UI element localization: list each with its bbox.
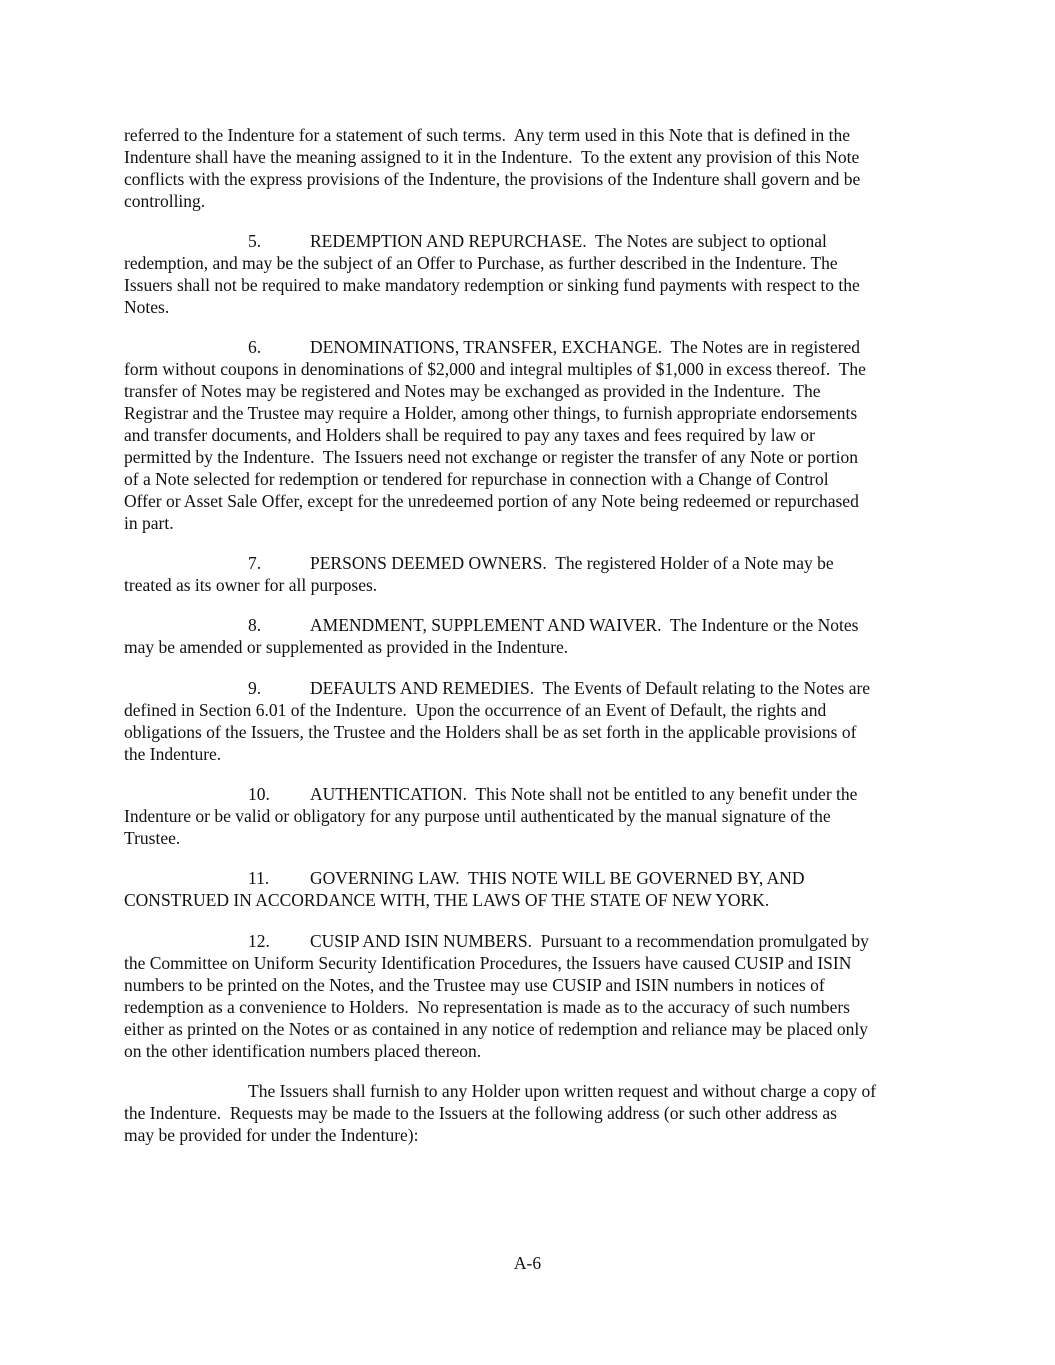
- text-line: may be provided for under the Indenture):: [124, 1125, 419, 1145]
- text-line: DENOMINATIONS, TRANSFER, EXCHANGE. The Notes are in registered: [310, 337, 861, 357]
- page-number: A-6: [513, 1253, 542, 1273]
- text-line: Trustee.: [124, 828, 181, 848]
- section-6-denominations: [124, 336, 934, 534]
- section-9-defaults: [124, 677, 934, 765]
- text-line: Registrar and the Trustee may require a Holder, among other things, to furnish appropriate endorsements: [124, 403, 858, 423]
- section-7-persons-deemed-owners: [124, 552, 934, 596]
- section-11-governing-law: [124, 867, 934, 911]
- text-line: PERSONS DEEMED OWNERS. The registered Holder of a Note may be: [310, 553, 834, 573]
- text-line: DEFAULTS AND REMEDIES. The Events of Default relating to the Notes are: [310, 678, 871, 698]
- text-line: the Indenture.: [124, 744, 222, 764]
- paragraph-indenture-request: [124, 1080, 934, 1146]
- text-line: either as printed on the Notes or as contained in any notice of redemption and reliance may be placed only: [124, 1019, 868, 1039]
- section-12-cusip-isin: [124, 930, 934, 1062]
- paragraph-continuation: [124, 124, 934, 212]
- text-line: may be amended or supplemented as provided in the Indenture.: [124, 637, 569, 657]
- text-line: conflicts with the express provisions of the Indenture, the provisions of the Indenture shall govern and be: [124, 169, 861, 189]
- text-line: The Issuers shall furnish to any Holder upon written request and without charge a copy of: [248, 1081, 877, 1101]
- text-line: Offer or Asset Sale Offer, except for the unredeemed portion of any Note being redeemed or repurchased: [124, 491, 859, 511]
- section-number: 7.: [248, 553, 262, 573]
- text-line: controlling.: [124, 191, 206, 211]
- section-5-redemption: [124, 230, 934, 318]
- text-line: permitted by the Indenture. The Issuers need not exchange or register the transfer of any Note or portion: [124, 447, 858, 467]
- text-line: Notes.: [124, 297, 170, 317]
- text-line: the Committee on Uniform Security Identification Procedures, the Issuers have caused CUSIP and ISIN: [124, 953, 852, 973]
- section-number: 8.: [248, 615, 262, 635]
- text-line: REDEMPTION AND REPURCHASE. The Notes are subject to optional: [310, 231, 827, 251]
- section-8-amendment: [124, 614, 934, 658]
- text-line: Indenture or be valid or obligatory for any purpose until authenticated by the manual signature of the: [124, 806, 831, 826]
- text-line: the Indenture. Requests may be made to the Issuers at the following address (or such other address as: [124, 1103, 837, 1123]
- text-line: redemption, and may be the subject of an Offer to Purchase, as further described in the Indenture. The: [124, 253, 838, 273]
- section-number: 5.: [248, 231, 262, 251]
- section-number: 11.: [248, 868, 270, 888]
- text-line: CUSIP AND ISIN NUMBERS. Pursuant to a recommendation promulgated by: [310, 931, 869, 951]
- text-line: CONSTRUED IN ACCORDANCE WITH, THE LAWS OF THE STATE OF NEW YORK.: [124, 890, 770, 910]
- text-line: form without coupons in denominations of $2,000 and integral multiples of $1,000 in excess thereof. The: [124, 359, 866, 379]
- text-line: obligations of the Issuers, the Trustee and the Holders shall be as set forth in the applicable provisions of: [124, 722, 857, 742]
- text-line: on the other identification numbers placed thereon.: [124, 1041, 482, 1061]
- text-line: treated as its owner for all purposes.: [124, 575, 378, 595]
- text-line: AUTHENTICATION. This Note shall not be entitled to any benefit under the: [310, 784, 858, 804]
- section-10-authentication: [124, 783, 934, 849]
- text-line: AMENDMENT, SUPPLEMENT AND WAIVER. The Indenture or the Notes: [310, 615, 859, 635]
- text-line: GOVERNING LAW. THIS NOTE WILL BE GOVERNED BY, AND: [310, 868, 805, 888]
- text-line: in part.: [124, 513, 174, 533]
- section-number: 9.: [248, 678, 262, 698]
- text-line: and transfer documents, and Holders shall be required to pay any taxes and fees required by law or: [124, 425, 816, 445]
- text-line: Issuers shall not be required to make mandatory redemption or sinking fund payments with respect to the: [124, 275, 860, 295]
- text-line: referred to the Indenture for a statement of such terms. Any term used in this Note that is defined in the: [124, 125, 851, 145]
- section-number: 10.: [248, 784, 270, 804]
- text-line: defined in Section 6.01 of the Indenture. Upon the occurrence of an Event of Default, the rights and: [124, 700, 827, 720]
- text-line: redemption as a convenience to Holders. No representation is made as to the accuracy of such numbers: [124, 997, 850, 1017]
- text-line: of a Note selected for redemption or tendered for repurchase in connection with a Change of Control: [124, 469, 829, 489]
- text-line: numbers to be printed on the Notes, and the Trustee may use CUSIP and ISIN numbers in notices of: [124, 975, 825, 995]
- section-number: 12.: [248, 931, 270, 951]
- text-line: transfer of Notes may be registered and Notes may be exchanged as provided in the Indenture. The: [124, 381, 821, 401]
- section-number: 6.: [248, 337, 262, 357]
- text-line: Indenture shall have the meaning assigned to it in the Indenture. To the extent any provision of this Note: [124, 147, 860, 167]
